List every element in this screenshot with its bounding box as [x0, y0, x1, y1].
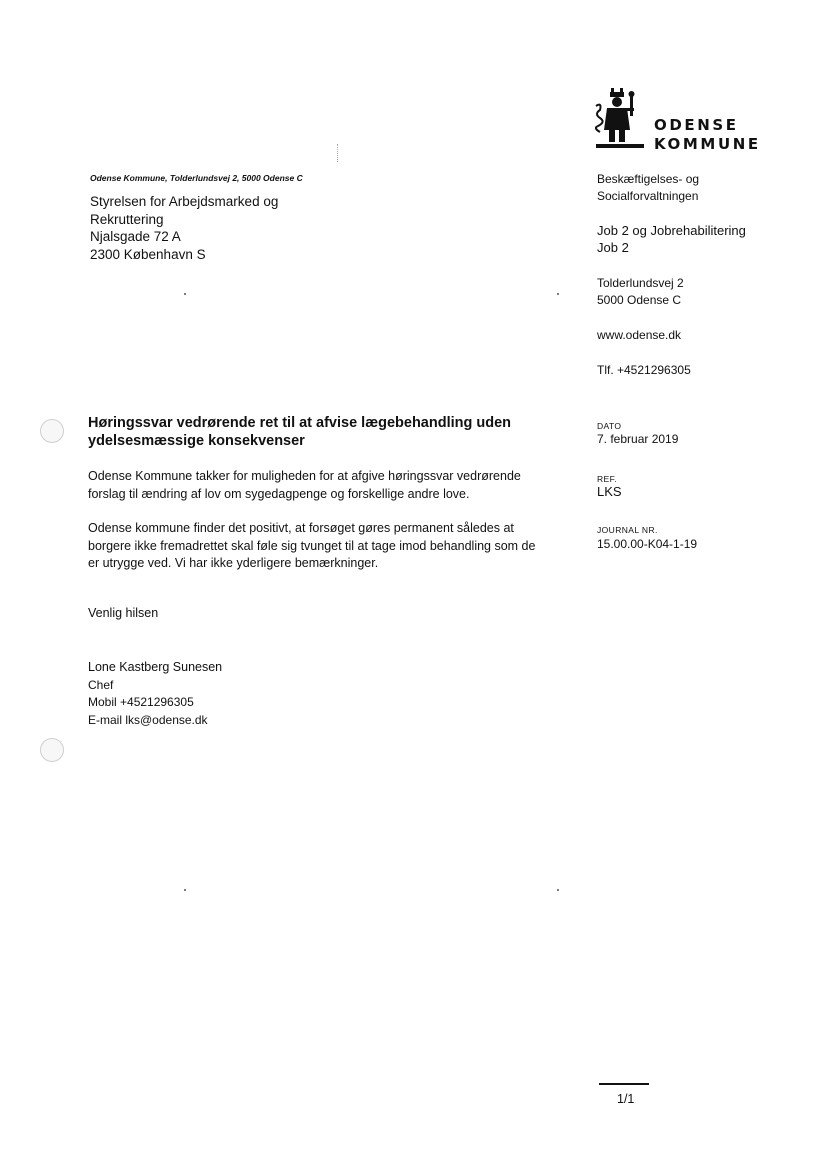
closing-greeting: Venlig hilsen [88, 606, 159, 620]
fold-mark [337, 144, 339, 162]
recipient-address [90, 193, 278, 263]
recipient-line-3: Njalsgade 72 A [90, 229, 181, 244]
website-link[interactable]: www.odense.dk [597, 328, 682, 342]
unit-line-1: Job 2 og Jobrehabilitering [597, 223, 746, 238]
org-address-line-1: Tolderlundsvej 2 [597, 276, 684, 290]
subject-line-2: ydelsesmæssige konsekvenser [88, 433, 305, 449]
logo-line-1: ODENSE [654, 116, 739, 134]
recipient-line-4: 2300 København S [90, 246, 206, 262]
subject-line-1: Høringssvar vedrørende ret til at afvise lægebehandling uden [88, 415, 512, 431]
body-paragraph-2 [88, 520, 568, 573]
department-line-1: Beskæftigelses- og [597, 172, 700, 186]
date-value: 7. februar 2019 [597, 432, 679, 446]
sender-address-line: Odense Kommune, Tolderlundsvej 2, 5000 Odense C [90, 173, 303, 183]
scan-dot [557, 889, 559, 891]
department-block [597, 171, 699, 205]
paragraph-2-line-2: borgere ikke fremadrettet skal føle sig tvunget til at tage imod behandling som de [88, 538, 536, 553]
scan-dot [557, 293, 559, 295]
unit-block [597, 222, 746, 256]
recipient-line-2: Rekruttering [90, 211, 164, 227]
punch-hole [40, 738, 64, 762]
footer-rule [599, 1083, 649, 1085]
logo-wordmark [654, 116, 761, 154]
journal-value: 15.00.00-K04-1-19 [597, 537, 698, 551]
signer-name: Lone Kastberg Sunesen [88, 660, 223, 674]
body-paragraph-1 [88, 468, 568, 503]
letter-subject [88, 414, 558, 450]
org-address-block [597, 275, 684, 309]
page-number: 1/1 [617, 1092, 635, 1106]
scan-dot [184, 889, 186, 891]
department-line-2: Socialforvaltningen [597, 189, 699, 203]
paragraph-2-line-1: Odense kommune finder det positivt, at forsøget gøres permanent således at [88, 521, 514, 535]
ref-label: REF. [597, 474, 618, 484]
journal-label: JOURNAL NR. [597, 525, 658, 535]
signer-email: E-mail lks@odense.dk [88, 712, 208, 727]
paragraph-1-line-1: Odense Kommune takker for muligheden for at afgive høringssvar vedrørende [88, 469, 521, 483]
odense-coat-of-arms-logo [592, 88, 644, 150]
phone-number: Tlf. +4521296305 [597, 363, 691, 377]
scan-dot [184, 293, 186, 295]
recipient-line-1: Styrelsen for Arbejdsmarked og [90, 194, 279, 209]
org-address-line-2: 5000 Odense C [597, 293, 682, 307]
paragraph-2-line-3: er utrygge ved. Vi har ikke yderligere bemærkninger. [88, 556, 379, 570]
unit-line-2: Job 2 [597, 240, 629, 255]
ref-value: LKS [597, 484, 622, 499]
paragraph-1-line-2: forslag til ændring af lov om sygedagpenge og forskellige andre love. [88, 486, 470, 501]
logo-line-2: KOMMUNE [654, 135, 761, 153]
signature-block [88, 659, 222, 729]
signer-mobile: Mobil +4521296305 [88, 695, 194, 709]
signer-title: Chef [88, 677, 114, 692]
punch-hole [40, 419, 64, 443]
date-label: DATO [597, 421, 622, 431]
